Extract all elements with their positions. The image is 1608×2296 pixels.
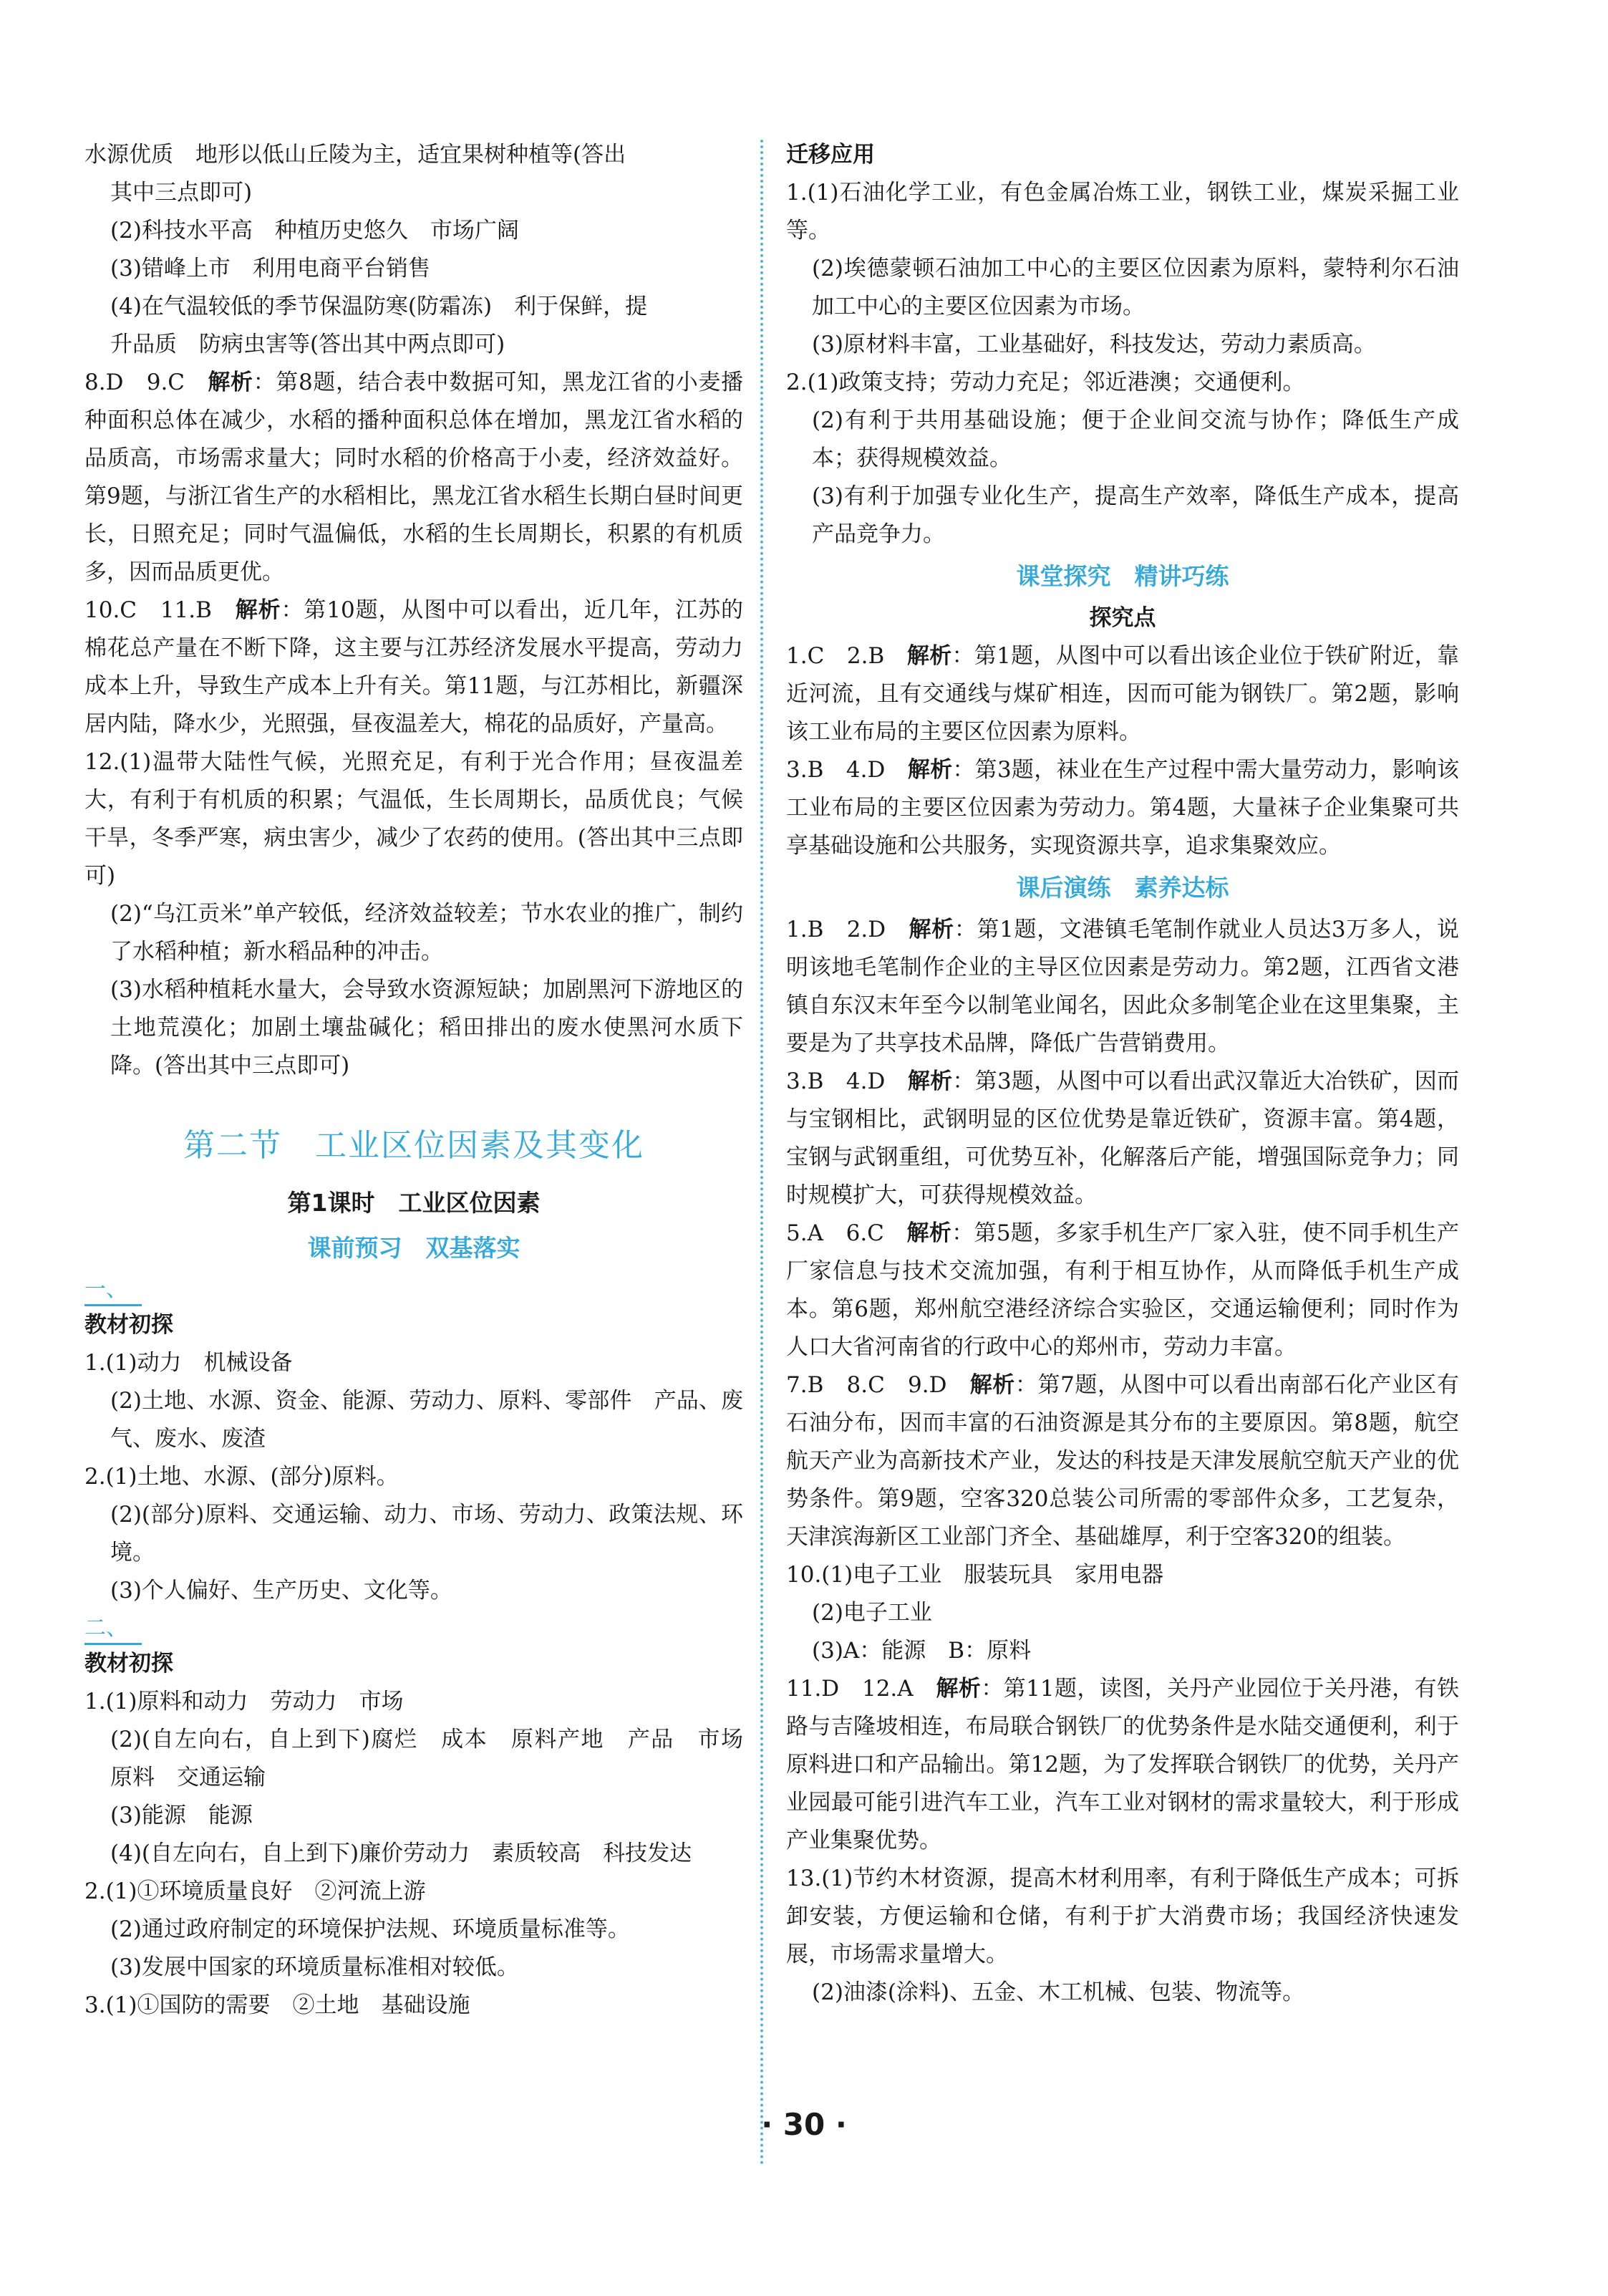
- answer-line: 2.(1)①环境质量良好 ②河流上游: [84, 1878, 426, 1904]
- analysis-label: 解析: [969, 1372, 1015, 1398]
- analysis-label: 解析: [906, 1220, 952, 1246]
- answer-a11: [786, 1670, 1459, 1860]
- answer-keys: 7.B 8.C 9.D: [786, 1372, 970, 1398]
- answer-line: 3.(1)①国防的需要 ②土地 基础设施: [84, 1992, 470, 2018]
- answer-keys: 11.D 12.A: [786, 1676, 936, 1702]
- answer-line: (2)(自左向右，自上到下)腐烂 成本 原料产地 产品 市场 原料 交通运输: [110, 1727, 765, 1790]
- answer-a3: [786, 1063, 1459, 1215]
- answer-a13-1: 13.(1)节约木材资源，提高木材利用率，有利于降低生产成本；可拆卸安装，方便运输和仓储，有利于扩大消费市场；我国经济快速发展，市场需求量增大。: [786, 1866, 1459, 1967]
- answer-line: 2.(1)土地、水源、(部分)原料。: [84, 1464, 399, 1490]
- analysis-label: 解析: [907, 757, 953, 783]
- answer-line: (3)有利于加强专业化生产，提高生产效率，降低生产成本，提高产品竞争力。: [812, 483, 1459, 547]
- answer-line: 升品质 防病虫害等(答出其中两点即可): [110, 332, 505, 357]
- analysis-text: ：第11题，读图，关丹产业园位于关丹港，有铁路与吉隆坡相连，布局联合钢铁厂的优势条件是水陆交通便利，利于原料进口和产品输出。第12题，为了发挥联合钢铁厂的优势，关丹产业园最可能引进汽车工业，汽车工业对钢材的需求量较大，利于形成产业集聚优势。: [786, 1676, 1460, 1853]
- answer-line: 1.(1)石油化学工业，有色金属冶炼工业，钢铁工业，煤炭采掘工业等。: [786, 180, 1459, 243]
- answer-keys: 3.B 4.D: [786, 757, 908, 783]
- analysis-label: 解析: [936, 1676, 982, 1702]
- left-column: [84, 136, 765, 2025]
- answer-q8: [84, 364, 743, 592]
- answer-line: 10.(1)电子工业 服装玩具 家用电器: [786, 1562, 1164, 1588]
- answer-keys: 10.C 11.B: [84, 597, 236, 623]
- answer-keys: 5.A 6.C: [786, 1220, 907, 1246]
- answer-line: (4)(自左向右，自上到下)廉价劳动力 素质较高 科技发达: [110, 1841, 692, 1866]
- transfer-title: 迁移应用: [786, 142, 875, 168]
- answer-line: (2)电子工业: [812, 1600, 932, 1626]
- answer-q10: [84, 592, 743, 743]
- analysis-text: ：第3题，袜业在生产过程中需大量劳动力，影响该工业布局的主要区位因素为劳动力。第4题，大量袜子企业集聚可共享基础设施和公共服务，实现资源共享，追求集聚效应。: [786, 757, 1459, 859]
- analysis-label: 解析: [208, 370, 253, 395]
- answer-a13-2: (2)油漆(涂料)、五金、木工机械、包装、物流等。: [812, 1979, 1305, 2005]
- answer-keys: 3.B 4.D: [786, 1069, 908, 1094]
- answer-line: (3)能源 能源: [110, 1803, 253, 1828]
- answer-a5: [786, 1215, 1459, 1366]
- answer-line: 1.(1)动力 机械设备: [84, 1350, 293, 1376]
- answer-a1: [786, 911, 1459, 1063]
- answer-line: (2)通过政府制定的环境保护法规、环境质量标准等。: [110, 1916, 630, 1942]
- analysis-text: ：第1题，文港镇毛笔制作就业人员达3万多人，说明该地毛笔制作企业的主导区位因素是劳动力。第2题，江西省文港镇自东汉末年至今以制笔业闻名，因此众多制笔企业在这里集聚，主要是为了共享技术品牌，降低广告营销费用。: [786, 917, 1459, 1056]
- analysis-text: ：第5题，多家手机生产厂家入驻，使不同手机生产厂家信息与技术交流加强，有利于相互协作，从而降低手机生产成本。第6题，郑州航空港经济综合实验区，交通运输便利；同时作为人口大省河南省的行政中心的郑州市，劳动力丰富。: [786, 1220, 1459, 1360]
- answer-line: 水源优质 地形以低山丘陵为主，适宜果树种植等(答出: [84, 142, 626, 168]
- answer-line: (2)(部分)原料、交通运输、动力、市场、劳动力、政策法规、环境。: [110, 1502, 743, 1566]
- answer-q12-2: (2)“乌江贡米”单产较低，经济效益较差；节水农业的推广，制约了水稻种植；新水稻品种的冲击。: [110, 901, 743, 965]
- answer-a7: [786, 1366, 1459, 1556]
- part-one-mark: 一、: [84, 1275, 142, 1306]
- answer-keys: 8.D 9.C: [84, 370, 208, 395]
- part-two-title: 教材初探: [84, 1651, 173, 1677]
- answer-keys: 1.C 2.B: [786, 643, 907, 669]
- answer-line: (3)错峰上市 利用电商平台销售: [110, 256, 430, 281]
- answer-q12-3: (3)水稻种植耗水量大，会导致水资源短缺；加剧黑河下游地区的土地荒漠化；加剧土壤盐碱化；稻田排出的废水使黑河水质下降。(答出其中三点即可): [110, 977, 743, 1079]
- answer-line: (4)在气温较低的季节保温防寒(防霜冻) 利于保鲜，提: [110, 294, 648, 319]
- section-title: 第二节 工业区位因素及其变化: [183, 1127, 644, 1164]
- answer-line: (2)埃德蒙顿石油加工中心的主要区位因素为原料，蒙特利尔石油加工中心的主要区位因素为市场。: [812, 256, 1459, 319]
- answer-line: (2)科技水平高 种植历史悠久 市场广阔: [110, 218, 519, 243]
- part-one-title: 教材初探: [84, 1312, 173, 1338]
- analysis-label: 解析: [909, 917, 954, 942]
- answer-line: 其中三点即可): [110, 180, 253, 206]
- answer-e3: [786, 751, 1459, 865]
- answer-line: (3)个人偏好、生产历史、文化等。: [110, 1578, 452, 1603]
- answer-q12-1: 12.(1)温带大陆性气候，光照充足，有利于光合作用；昼夜温差大，有利于有机质的积累；气温低，生长周期长，品质优良；气候干旱，冬季严寒，病虫害少，减少了农药的使用。(答出其中三点即可): [84, 749, 743, 889]
- analysis-text: ：第10题，从图中可以看出，近几年，江苏的棉花总产量在不断下降，这主要与江苏经济发展水平提高，劳动力成本上升，导致生产成本上升有关。第11题，与江苏相比，新疆深居内陆，降水少，光照强，昼夜温差大，棉花的品质好，产量高。: [84, 597, 743, 737]
- analysis-label: 解析: [235, 597, 281, 623]
- preview-header: 课前预习 双基落实: [307, 1234, 520, 1262]
- answer-line: 2.(1)政策支持；劳动力充足；邻近港澳；交通便利。: [786, 370, 1305, 395]
- answer-line: (3)发展中国家的环境质量标准相对较低。: [110, 1954, 519, 1980]
- answer-line: (3)A：能源 B：原料: [812, 1638, 1032, 1664]
- analysis-label: 解析: [906, 643, 952, 669]
- analysis-label: 解析: [907, 1069, 953, 1094]
- lesson-title: 第1课时 工业区位因素: [287, 1189, 541, 1217]
- column-divider: [760, 140, 763, 2166]
- analysis-text: ：第7题，从图中可以看出南部石化产业区有石油分布，因而丰富的石油资源是其分布的主要原因。第8题，航空航天产业为高新技术产业，发达的科技是天津发展航空航天产业的优势条件。第9题，空客320总装公司所需的零部件众多，工艺复杂，天津滨海新区工业部门齐全、基础雄厚，利于空客320的组装。: [786, 1372, 1459, 1550]
- analysis-text: ：第1题，从图中可以看出该企业位于铁矿附近，靠近河流，且有交通线与煤矿相连，因而可能为钢铁厂。第2题，影响该工业布局的主要区位因素为原料。: [786, 643, 1460, 745]
- class-explore-header: 课堂探究 精讲巧练: [1016, 562, 1229, 590]
- answer-keys: 1.B 2.D: [786, 917, 909, 942]
- answer-line: (2)土地、水源、资金、能源、劳动力、原料、零部件 产品、废气、废水、废渣: [110, 1388, 743, 1452]
- page-number: · 30 ·: [761, 2107, 847, 2142]
- analysis-text: ：第3题，从图中可以看出武汉靠近大冶铁矿，因而与宝钢相比，武钢明显的区位优势是靠近铁矿，资源丰富。第4题，宝钢与武钢重组，可优势互补，化解落后产能，增强国际竞争力；同时规模扩大，可获得规模效益。: [786, 1069, 1459, 1208]
- answer-line: (2)有利于共用基础设施；便于企业间交流与协作；降低生产成本；获得规模效益。: [812, 407, 1459, 471]
- analysis-text: ：第8题，结合表中数据可知，黑龙江省的小麦播种面积总体在减少，水稻的播种面积总体在增加，黑龙江省水稻的品质高，市场需求量大；同时水稻的价格高于小麦，经济效益好。第9题，与浙江省生产的水稻相比，黑龙江省水稻生长期白昼时间更长，日照充足；同时气温偏低，水稻的生长周期长，积累的有机质多，因而品质更优。: [84, 370, 743, 585]
- answer-line: 1.(1)原料和动力 劳动力 市场: [84, 1689, 404, 1714]
- answer-e1: [786, 637, 1459, 751]
- answer-line: (3)原材料丰富，工业基础好，科技发达，劳动力素质高。: [812, 332, 1376, 357]
- explore-point-title: 探究点: [1089, 605, 1156, 631]
- right-column: [786, 136, 1459, 2012]
- part-two-mark: 二、: [84, 1614, 142, 1645]
- after-class-header: 课后演练 素养达标: [1016, 874, 1229, 902]
